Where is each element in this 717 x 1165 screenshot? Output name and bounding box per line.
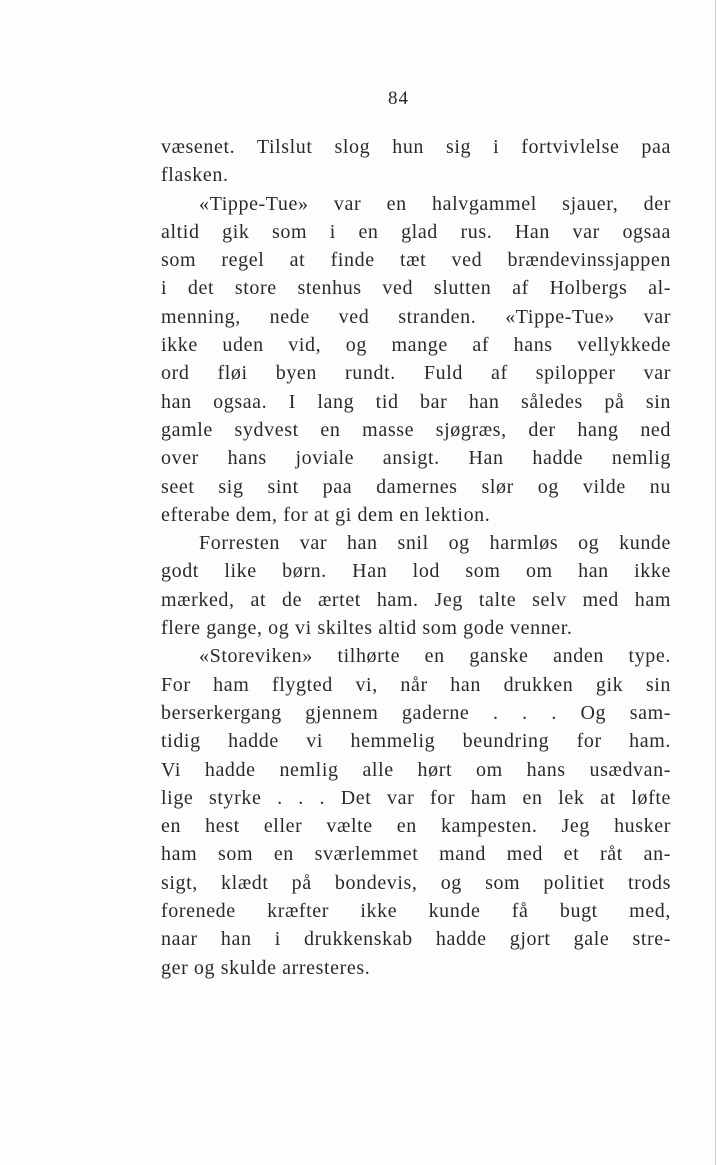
text-line: tidig hadde vi hemmelig beundring for ham. [161,730,671,753]
text-line: ger og skulde arresteres. [161,956,371,979]
text-line: Vi hadde nemlig alle hørt om hans usædvan- [161,758,671,781]
text-line: forenede kræfter ikke kunde få bugt med, [161,900,671,923]
text-line: berserkergang gjennem gaderne . . . Og sam- [161,701,671,724]
text-line: ord fløi byen rundt. Fuld af spilopper var [161,362,671,385]
text-line: som regel at finde tæt ved brændevinssjappen [161,249,671,272]
body-text [161,133,671,982]
text-line: Forresten var han snil og harmløs og kunde [199,532,671,555]
text-line: flasken. [161,164,229,187]
text-line: altid gik som i en glad rus. Han var ogsaa [161,220,671,243]
text-line: For ham flygted vi, når han drukken gik sin [161,673,671,696]
text-line: ham som en sværlemmet mand med et råt an- [161,843,671,866]
text-line: gamle sydvest en masse sjøgræs, der hang ned [161,418,671,441]
text-line: over hans joviale ansigt. Han hadde nemlig [161,447,671,470]
text-line: flere gange, og vi skiltes altid som gode venner. [161,617,573,640]
text-line: efterabe dem, for at gi dem en lektion. [161,503,491,526]
text-line: godt like børn. Han lod som om han ikke [161,560,671,583]
text-line: lige styrke . . . Det var for ham en lek at løfte [161,786,671,809]
text-line: i det store stenhus ved slutten af Holbergs al- [161,277,671,300]
text-line: sigt, klædt på bondevis, og som politiet trods [161,871,671,894]
text-line: naar han i drukkenskab hadde gjort gale stre- [161,928,671,951]
page-number: 84 [388,88,409,109]
text-line: en hest eller vælte en kampesten. Jeg husker [161,815,671,838]
text-line: han ogsaa. I lang tid bar han således på sin [161,390,671,413]
text-line: ikke uden vid, og mange af hans vellykkede [161,334,671,357]
text-line: «Storeviken» tilhørte en ganske anden type. [199,645,671,668]
text-line: seet sig sint paa damernes slør og vilde nu [161,475,671,498]
page-edge-line [715,0,716,1165]
text-line: mærked, at de ærtet ham. Jeg talte selv med ham [161,588,671,611]
text-line: væsenet. Tilslut slog hun sig i fortvivlelse paa [161,136,671,158]
text-line: «Tippe-Tue» var en halvgammel sjauer, der [199,192,671,215]
text-line: menning, nede ved stranden. «Tippe-Tue» var [161,305,671,328]
